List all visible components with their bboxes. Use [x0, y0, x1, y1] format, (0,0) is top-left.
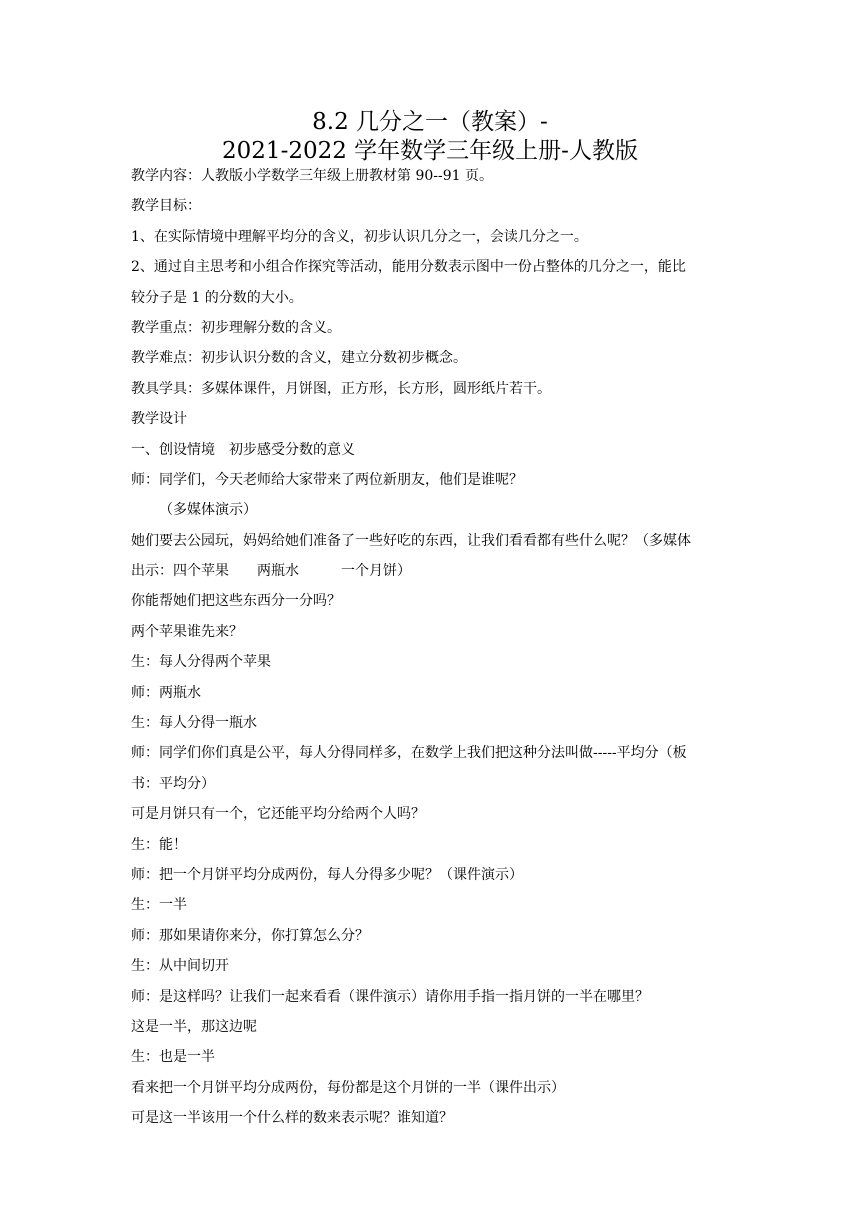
paragraph-line: 师：把一个月饼平均分成两份，每人分得多少呢？（课件演示） [131, 866, 523, 883]
paragraph-line: 师：同学们你们真是公平，每人分得同样多，在数学上我们把这种分法叫做-----平均分（板 [131, 745, 687, 762]
section-heading: 教学设计 [131, 411, 187, 428]
paragraph-line: 教学难点：初步认识分数的含义，建立分数初步概念。 [131, 350, 467, 367]
document-body [131, 161, 737, 1134]
paragraph-line: 教学内容：人教版小学数学三年级上册教材第 90--91 页。 [131, 168, 493, 184]
paragraph-line: 师：是这样吗？让我们一起来看看（课件演示）请你用手指一指月饼的一半在哪里？ [131, 988, 649, 1005]
paragraph-line: 这是一半，那这边呢 [131, 1018, 257, 1035]
paragraph-line: 教具学具：多媒体课件，月饼图，正方形，长方形，圆形纸片若干。 [131, 380, 551, 397]
paragraph-line: 生：一半 [131, 897, 187, 914]
paragraph-line: 生：从中间切开 [131, 958, 229, 975]
paragraph-line: 师：那如果请你来分，你打算怎么分？ [131, 927, 369, 944]
paragraph-line: 她们要去公园玩，妈妈给她们准备了一些好吃的东西，让我们看看都有些什么呢？（多媒体 [131, 532, 691, 549]
paragraph-line: 出示：四个苹果 两瓶水 一个月饼） [131, 563, 411, 580]
paragraph-line: 两个苹果谁先来？ [131, 623, 243, 640]
paragraph-line: 可是月饼只有一个，它还能平均分给两个人吗？ [131, 806, 425, 823]
paragraph-line: 1、在实际情境中理解平均分的含义，初步认识几分之一，会读几分之一。 [131, 228, 588, 245]
paragraph-line: 书：平均分） [131, 775, 215, 792]
paragraph-line: 看来把一个月饼平均分成两份，每份都是这个月饼的一半（课件出示） [131, 1079, 565, 1096]
paragraph-line: 生：也是一半 [131, 1049, 215, 1066]
paragraph-line: 教学重点：初步理解分数的含义。 [131, 319, 341, 336]
document-title-line2: 2021-2022 学年数学三年级上册-人教版 [222, 138, 638, 164]
paragraph-line: （多媒体演示） [159, 502, 257, 519]
section-heading: 一、创设情境 初步感受分数的意义 [131, 441, 355, 458]
paragraph-line: 你能帮她们把这些东西分一分吗？ [131, 593, 341, 610]
paragraph-line: 可是这一半该用一个什么样的数来表示呢？谁知道？ [131, 1110, 453, 1127]
paragraph-line: 较分子是 1 的分数的大小。 [131, 289, 303, 306]
paragraph-line: 生：能！ [131, 836, 187, 853]
paragraph-line: 师：两瓶水 [131, 684, 201, 701]
paragraph-line: 教学目标： [131, 198, 201, 215]
document-title-line1: 8.2 几分之一（教案）- [312, 109, 548, 135]
paragraph-line: 生：每人分得一瓶水 [131, 715, 257, 732]
paragraph-line: 生：每人分得两个苹果 [131, 654, 271, 671]
paragraph-line: 师：同学们，今天老师给大家带来了两位新朋友，他们是谁呢？ [131, 471, 523, 488]
paragraph-line: 2、通过自主思考和小组合作探究等活动，能用分数表示图中一份占整体的几分之一，能比 [131, 259, 686, 276]
